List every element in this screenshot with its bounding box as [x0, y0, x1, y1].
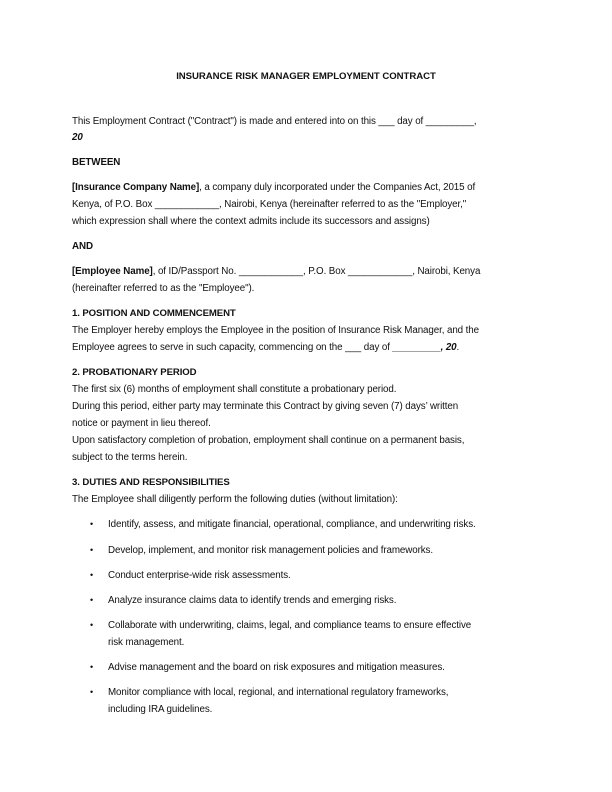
bullet-icon: •	[90, 545, 94, 555]
and-label: AND	[72, 241, 93, 252]
section-2-line-5: subject to the terms herein.	[72, 452, 188, 463]
document-title: INSURANCE RISK MANAGER EMPLOYMENT CONTRACT	[176, 71, 436, 82]
employer-line-1	[72, 182, 475, 194]
section-1-line-2-text: Employee agrees to serve in such capacity, commencing on the ___ day of	[72, 342, 393, 353]
intro-line-1: This Employment Contract ("Contract") is made and entered into on this ___ day of _________,	[72, 116, 477, 127]
employer-name: [Insurance Company Name]	[72, 182, 200, 193]
employee-line-1-rest: , of ID/Passport No. ____________, P.O. Box ____________, Nairobi, Kenya	[152, 266, 481, 277]
duty-item-2: Develop, implement, and monitor risk management policies and frameworks.	[108, 545, 433, 556]
section-2-line-1: The first six (6) months of employment shall constitute a probationary period.	[72, 384, 397, 395]
duty-item-5-line-1: Collaborate with underwriting, claims, legal, and compliance teams to ensure effective	[108, 620, 472, 631]
bullet-icon: •	[90, 570, 94, 580]
section-1-line-2-end: .	[456, 342, 460, 353]
section-1-line-1: The Employer hereby employs the Employee in the position of Insurance Risk Manager, and the	[72, 325, 479, 336]
employer-line-1-rest: , a company duly incorporated under the Companies Act, 2015 of	[199, 182, 476, 193]
duty-item-4: Analyze insurance claims data to identify trends and emerging risks.	[108, 595, 397, 606]
section-2-heading: 2. PROBATIONARY PERIOD	[72, 367, 197, 378]
employer-line-3: which expression shall where the context admits include its successors and assigns)	[72, 216, 430, 227]
employer-line-2: Kenya, of P.O. Box ____________, Nairobi, Kenya (hereinafter referred to as the "Employer,"	[72, 199, 467, 210]
duty-item-5-line-2: risk management.	[108, 637, 185, 648]
duty-item-1: Identify, assess, and mitigate financial, operational, compliance, and underwriting risks.	[108, 519, 476, 530]
between-label: BETWEEN	[72, 157, 121, 168]
duty-item-6: Advise management and the board on risk exposures and mitigation measures.	[108, 662, 445, 673]
section-2-line-4: Upon satisfactory completion of probation, employment shall continue on a permanent basis,	[72, 435, 465, 446]
duty-item-7-line-2: including IRA guidelines.	[108, 704, 213, 715]
section-2-line-3: notice or payment in lieu thereof.	[72, 418, 211, 429]
section-3-heading: 3. DUTIES AND RESPONSIBILITIES	[72, 477, 230, 488]
bullet-icon: •	[90, 595, 94, 605]
section-2-line-2: During this period, either party may terminate this Contract by giving seven (7) days’ written	[72, 401, 459, 412]
duty-item-7-line-1: Monitor compliance with local, regional, and international regulatory frameworks,	[108, 687, 449, 698]
section-1-line-2	[72, 342, 459, 354]
duty-item-3: Conduct enterprise-wide risk assessments.	[108, 570, 291, 581]
bullet-icon: •	[90, 620, 94, 630]
commencement-date: _________, 20	[392, 342, 457, 353]
bullet-icon: •	[90, 519, 94, 529]
bullet-icon: •	[90, 687, 94, 697]
intro-line-2: 20	[72, 132, 83, 143]
employee-line-2: (hereinafter referred to as the "Employee").	[72, 283, 255, 294]
section-1-heading: 1. POSITION AND COMMENCEMENT	[72, 308, 236, 319]
bullet-icon: •	[90, 662, 94, 672]
section-3-intro: The Employee shall diligently perform the following duties (without limitation):	[72, 494, 398, 505]
employee-line-1	[72, 266, 480, 278]
employee-name: [Employee Name]	[72, 266, 153, 277]
